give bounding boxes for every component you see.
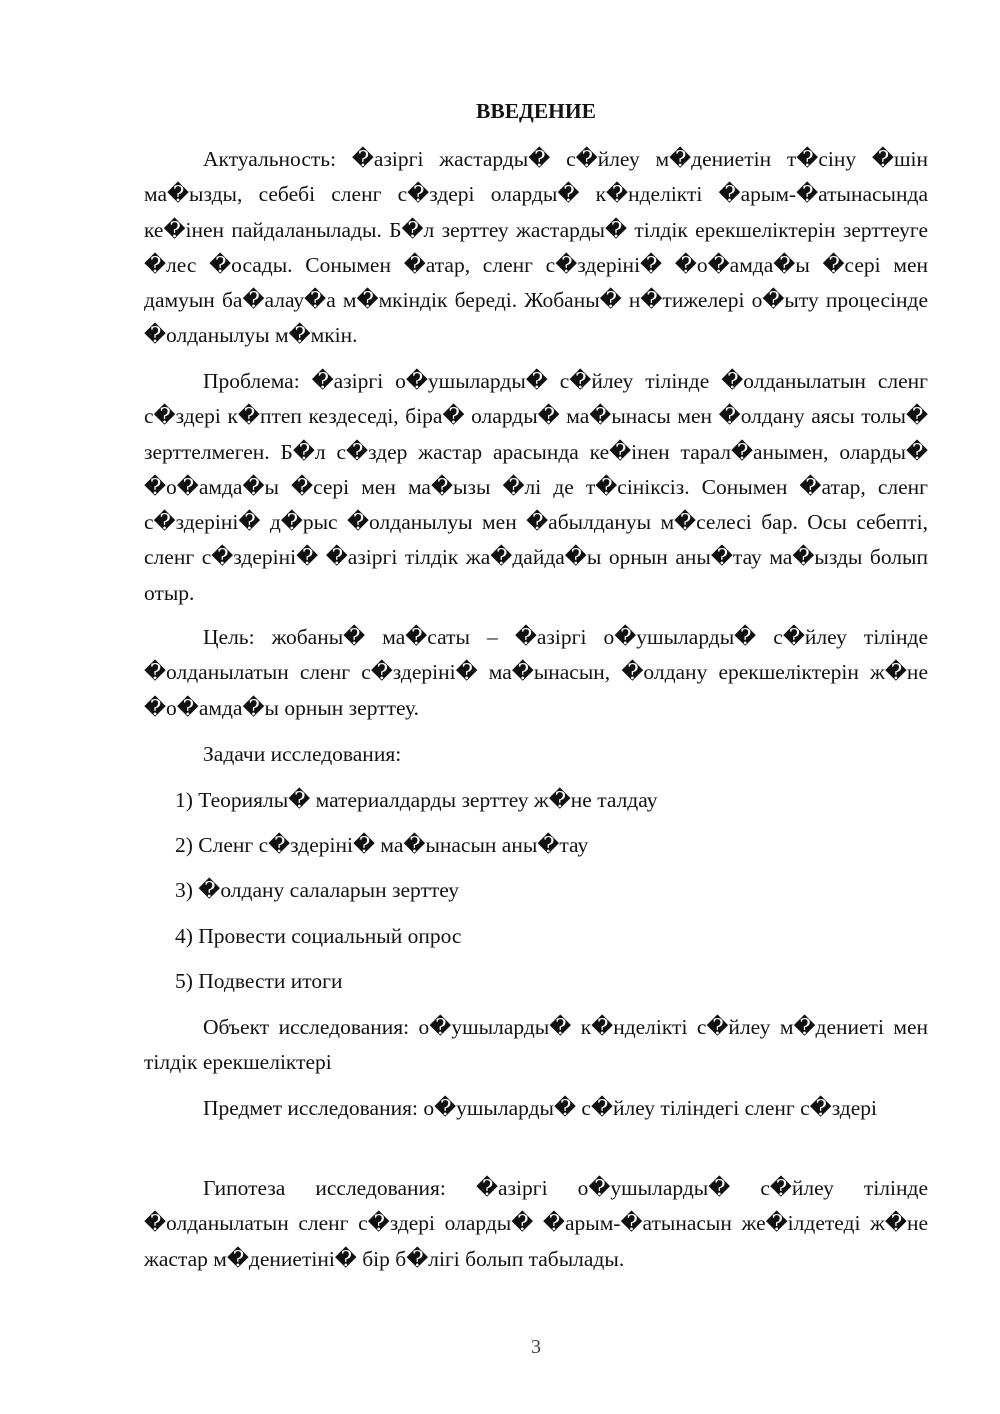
hypothesis-paragraph: Гипотеза исследования: �азіргі о�ушыларды� с�йлеу тілінде �олданылатын сленг с�здері оларды� �арым-�атынасын же�ілдетеді ж�не жастар м�дениетіні� бір б�лігі болып табылады. — [144, 1176, 928, 1271]
task-item: 5) Подвести итоги — [175, 969, 343, 993]
page-title: ВВЕДЕНИЕ — [476, 99, 596, 123]
page-number: 3 — [531, 1336, 541, 1358]
object-paragraph: Объект исследования: о�ушыларды� к�нделікті с�йлеу м�дениеті мен тілдік ерекшеліктері — [144, 1015, 928, 1075]
subject-paragraph: Предмет исследования: о�ушыларды� с�йлеу тіліндегі сленг с�здері — [203, 1096, 878, 1120]
goal-paragraph: Цель: жобаны� ма�саты – �азіргі о�ушыларды� с�йлеу тілінде �олданылатын сленг с�здеріні� ма�ынасын, �олдану ерекшеліктерін ж�не �о�амда�ы орнын зерттеу. — [144, 625, 928, 720]
tasks-heading: Задачи исследования: — [203, 742, 402, 766]
task-item: 2) Сленг с�здеріні� ма�ынасын аны�тау — [175, 833, 589, 857]
task-item: 3) �олдану салаларын зерттеу — [175, 878, 460, 902]
problem-paragraph: Проблема: �азіргі о�ушыларды� с�йлеу тілінде �олданылатын сленг с�здері к�птеп кездеседі, біра� оларды� ма�ынасы мен �олдану аясы толы� зерттелмеген. Б�л с�здер жастар арасында ке�інен тарал�анымен, оларды� �о�амда�ы �сері мен ма�ызы �лі де т�сініксіз. Сонымен �атар, сленг с�здеріні� д�рыс �олданылуы мен �абылдануы м�селесі бар. Осы себепті, сленг с�здеріні� �азіргі тілдік жа�дайда�ы орнын аны�тау ма�ызды болып отыр. — [144, 369, 928, 605]
relevance-paragraph: Актуальность: �азіргі жастарды� с�йлеу м�дениетін т�сіну �шін ма�ызды, себебі сленг с�здері оларды� к�нделікті �арым-�атынасында ке�інен пайдаланылады. Б�л зерттеу жастарды� тілдік ерекшеліктерін зерттеуге �лес �осады. Сонымен �атар, сленг с�здеріні� �о�амда�ы �сері мен дамуын ба�алау�а м�мкіндік береді. Жобаны� н�тижелері о�ыту процесінде �олданылуы м�мкін. — [144, 147, 928, 348]
task-item: 1) Теориялы� материалдарды зерттеу ж�не талдау — [175, 788, 658, 812]
task-item: 4) Провести социальный опрос — [175, 924, 462, 948]
